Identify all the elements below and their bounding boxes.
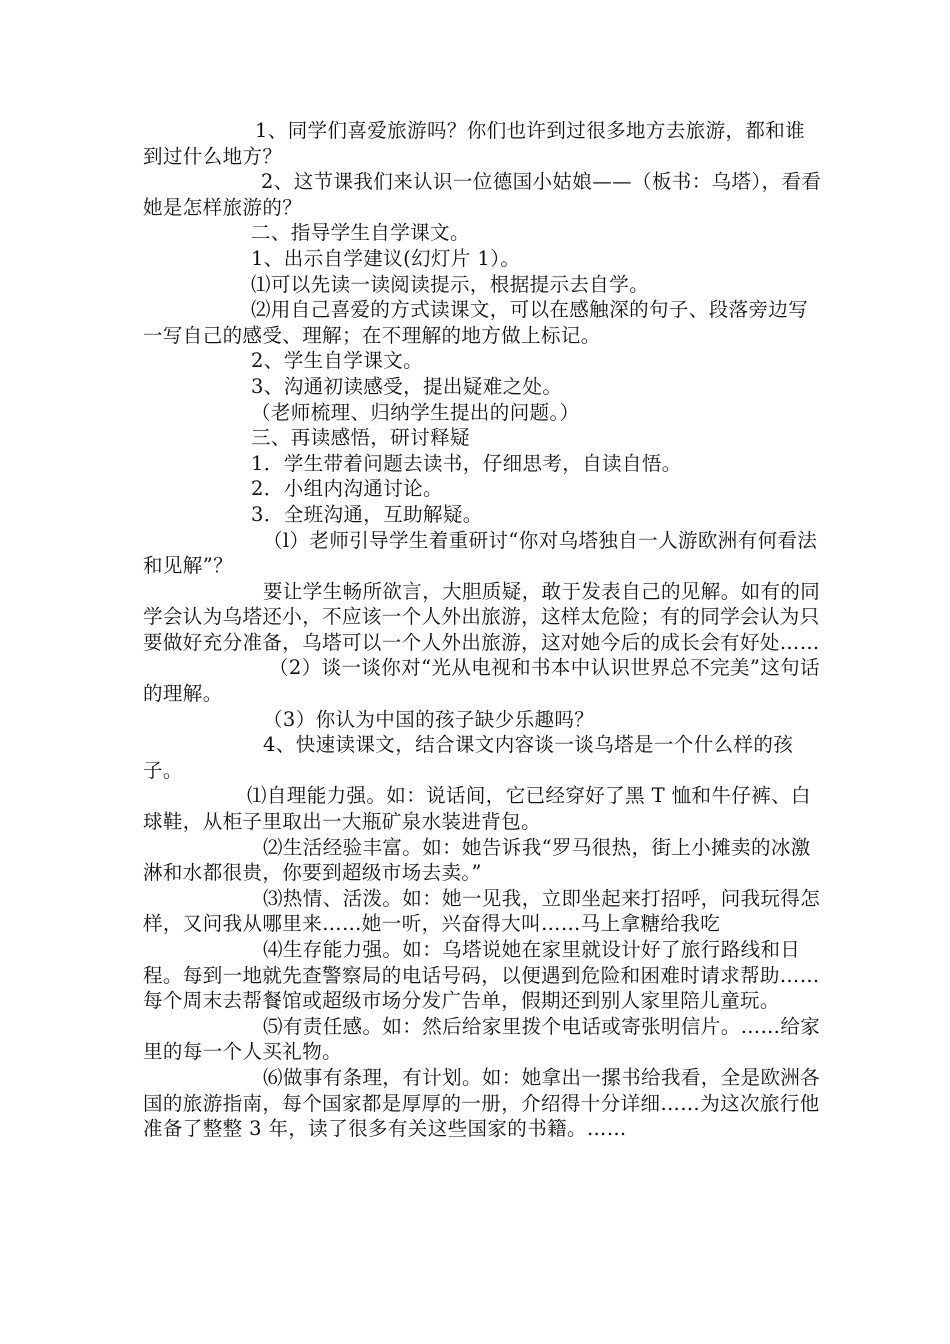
paragraph: ⑴自理能力强。如：说话间，它已经穿好了黑 T 恤和牛仔裤、白球鞋，从柜子里取出一大瓶矿泉水装进背包。 <box>143 784 811 834</box>
paragraph: 2、这节课我们来认识一位德国小姑娘——（板书：乌塔），看看她是怎样旅游的？ <box>143 170 822 219</box>
paragraph: （3）你认为中国的孩子缺少乐趣吗？ <box>263 707 595 731</box>
paragraph: ⑵用自己喜爱的方式读课文，可以在感触深的句子、段落旁边写一写自己的感受、理解；在不理解的地方做上标记。 <box>143 298 809 347</box>
paragraph: 1．学生带着问题去读书，仔细思考，自读自悟。 <box>251 451 682 475</box>
section-heading: 二、指导学生自学课文。 <box>251 221 470 245</box>
paragraph: 2、学生自学课文。 <box>251 349 424 373</box>
document-body <box>143 118 823 1142</box>
paragraph: 2．小组内沟通讨论。 <box>251 477 443 501</box>
paragraph: ⑶热情、活泼。如：她一见我，立即坐起来打招呼，问我玩得怎样，又问我从哪里来……她一听，兴奋得大叫……马上拿糖给我吃 <box>143 886 821 936</box>
paragraph: （l）老师引导学生着重研讨“你对乌塔独自一人游欧洲有何看法和见解”？ <box>143 528 818 578</box>
paragraph: 3．全班沟通，互助解疑。 <box>251 502 483 526</box>
paragraph: ⑹做事有条理，有计划。如：她拿出一摞书给我看，全是欧洲各国的旅游指南，每个国家都是厚厚的一册，介绍得十分详细……为这次旅行他准备了整整 3 年，读了很多有关这些国家的书籍。…… <box>143 1065 821 1141</box>
paragraph: （老师梳理、归纳学生提出的问题。） <box>251 400 580 424</box>
paragraph: ⑸有责任感。如：然后给家里拨个电话或寄张明信片。……给家里的每一个人买礼物。 <box>143 1014 821 1064</box>
paragraph: 要让学生畅所欲言，大胆质疑，敢于发表自己的见解。如有的同学会认为乌塔还小，不应该一个人外出旅游，这样太危险；有的同学会认为只要做好充分准备，乌塔可以一个人外出旅游，这对她今后的成长会有好处…… <box>143 579 821 654</box>
paragraph: 1、出示自学建议(幻灯片 1）。 <box>251 246 521 270</box>
paragraph: 3、沟通初读感受，提出疑难之处。 <box>251 374 563 398</box>
paragraph: 1、同学们喜爱旅游吗？你们也许到过很多地方去旅游，都和谁到过什么地方？ <box>143 119 806 168</box>
paragraph: ⑴可以先读一读阅读提示，根据提示去自学。 <box>251 272 650 296</box>
paragraph: ⑷生存能力强。如：乌塔说她在家里就设计好了旅行路线和日程。每到一地就先查警察局的电话号码，以便遇到危险和困难时请求帮助……每个周末去帮餐馆或超级市场分发广告单，假期还到别人家里陪儿童玩。 <box>143 938 820 1013</box>
paragraph: ⑵生活经验丰富。如：她告诉我“罗马很热，街上小摊卖的冰激淋和水都很贵，你要到超级市场去卖。” <box>143 835 811 885</box>
paragraph: （2）谈一谈你对“光从电视和书本中认识世界总不完美”这句话的理解。 <box>143 656 820 706</box>
paragraph: 4、快速读课文，结合课文内容谈一谈乌塔是一个什么样的孩子。 <box>143 733 794 782</box>
section-heading: 三、再读感悟，研讨释疑 <box>251 426 470 450</box>
